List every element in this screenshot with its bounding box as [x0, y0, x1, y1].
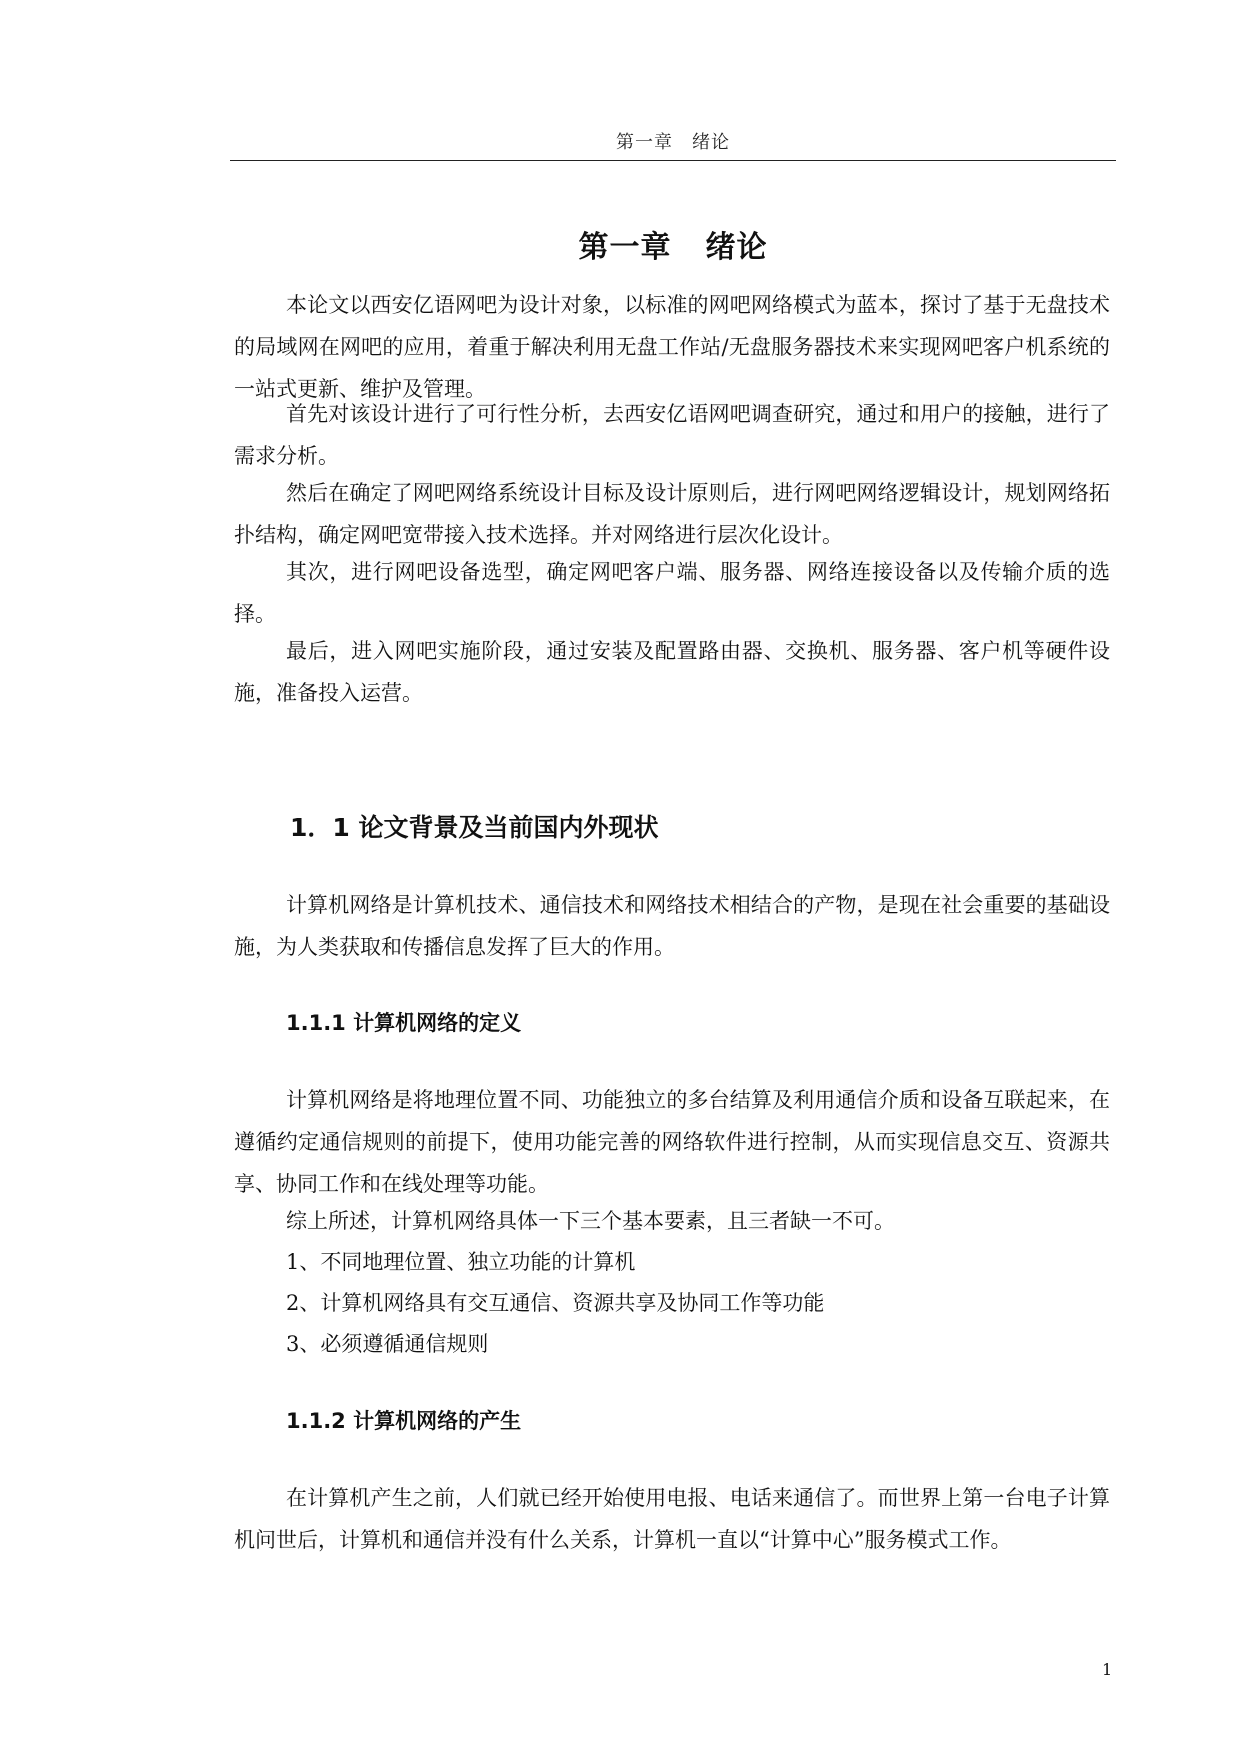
section-1-1-paragraph: 计算机网络是计算机技术、通信技术和网络技术相结合的产物，是现在社会重要的基础设施，为人类获取和传播信息发挥了巨大的作用。	[234, 893, 1110, 959]
section-1-1-2-paragraph: 在计算机产生之前，人们就已经开始使用电报、电话来通信了。而世界上第一台电子计算机问世后，计算机和通信并没有什么关系，计算机一直以“计算中心”服务模式工作。	[234, 1486, 1110, 1552]
intro-paragraph-1: 本论文以西安亿语网吧为设计对象，以标准的网吧网络模式为蓝本，探讨了基于无盘技术的局域网在网吧的应用，着重于解决利用无盘工作站/无盘服务器技术来实现网吧客户机系统的一站式更新、维护及管理。	[234, 293, 1110, 401]
running-header: 第一章 绪论	[616, 132, 730, 153]
list-item: 3、必须遵循通信规则	[286, 1332, 489, 1356]
intro-paragraph-4: 其次，进行网吧设备选型，确定网吧客户端、服务器、网络连接设备以及传输介质的选择。	[234, 560, 1110, 626]
chapter-label: 第一章	[578, 230, 672, 265]
subsection-heading-1-1-2: 1.1.2 计算机网络的产生	[286, 1409, 522, 1433]
section-1-1-1-paragraph-1: 计算机网络是将地理位置不同、功能独立的多台结算及利用通信介质和设备互联起来，在遵循约定通信规则的前提下，使用功能完善的网络软件进行控制，从而实现信息交互、资源共享、协同工作和在线处理等功能。	[234, 1088, 1110, 1196]
intro-paragraph-5: 最后，进入网吧实施阶段，通过安装及配置路由器、交换机、服务器、客户机等硬件设施，准备投入运营。	[234, 639, 1110, 705]
list-item: 1、不同地理位置、独立功能的计算机	[286, 1250, 636, 1274]
header-rule	[230, 160, 1116, 161]
section-heading-1-1: 1．1 论文背景及当前国内外现状	[290, 813, 659, 842]
subsection-heading-1-1-1: 1.1.1 计算机网络的定义	[286, 1011, 522, 1035]
list-item: 2、计算机网络具有交互通信、资源共享及协同工作等功能	[286, 1291, 825, 1315]
page-number: 1	[1102, 1660, 1113, 1679]
intro-paragraph-3: 然后在确定了网吧网络系统设计目标及设计原则后，进行网吧网络逻辑设计，规划网络拓扑结构，确定网吧宽带接入技术选择。并对网络进行层次化设计。	[234, 481, 1110, 547]
chapter-title	[230, 222, 1116, 266]
intro-paragraph-2: 首先对该设计进行了可行性分析，去西安亿语网吧调查研究，通过和用户的接触，进行了需求分析。	[234, 402, 1110, 468]
section-1-1-1-paragraph-2: 综上所述，计算机网络具体一下三个基本要素，且三者缺一不可。	[286, 1209, 895, 1233]
chapter-title-text: 绪论	[705, 230, 768, 265]
